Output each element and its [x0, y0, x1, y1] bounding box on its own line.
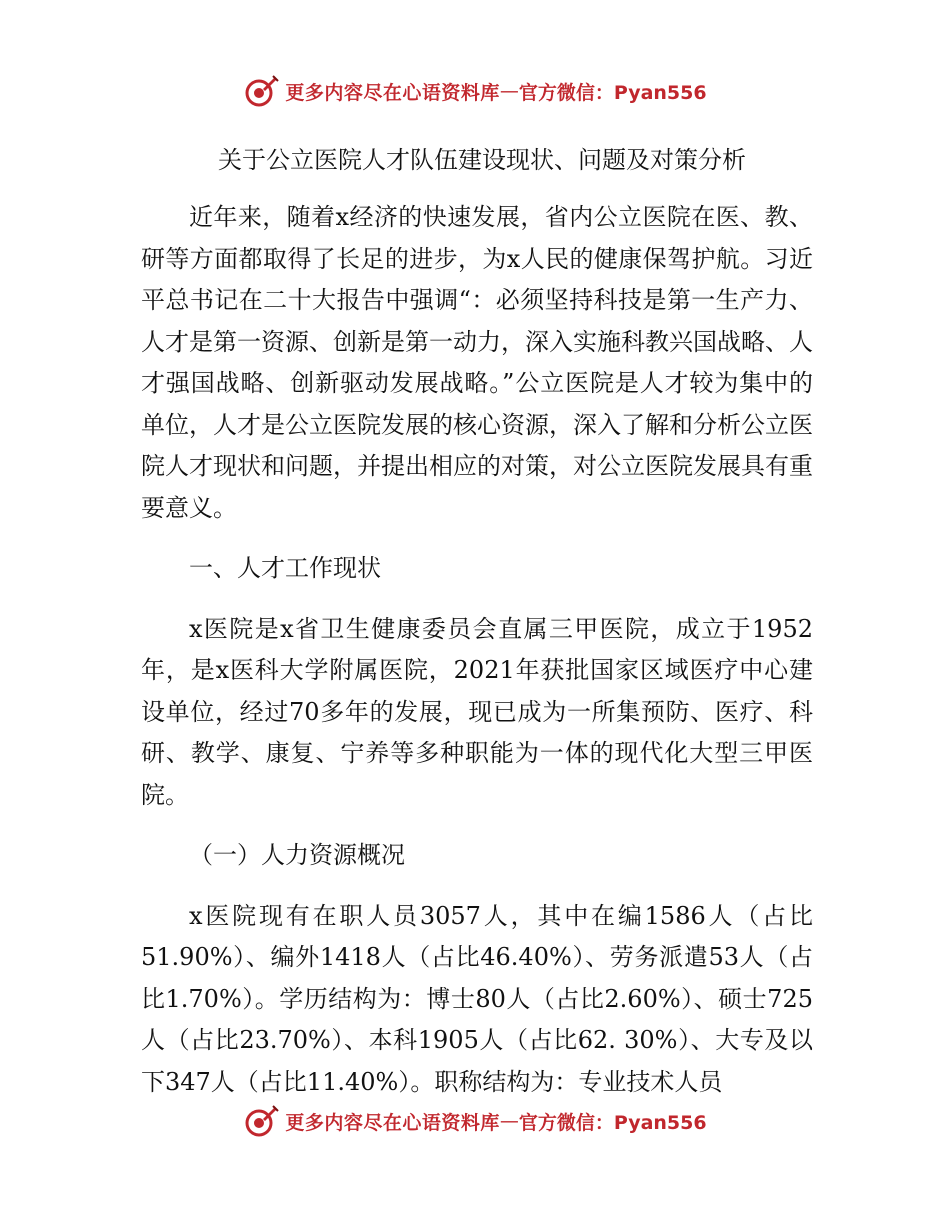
header-watermark-banner	[0, 68, 950, 114]
section-heading: 一、人才工作现状	[189, 554, 381, 582]
watermark-separator: —	[499, 1110, 519, 1132]
watermark-text: 更多内容尽在心语资料库	[285, 1111, 500, 1134]
pen-logo-icon	[243, 73, 279, 109]
watermark-tag: 官方微信：Pyan556	[518, 1111, 707, 1134]
watermark-separator: —	[499, 80, 519, 102]
subsection-paragraph: x医院现有在职人员3057人，其中在编1586人（占比51.90%）、编外1418人（占比46.40%）、劳务派遣53人（占比1.70%）。学历结构为：博士80人（占比2.60%）、硕士725人（占比23.70%）、本科1905人（占比62. 30%）、大专及以下347人（占比11.40%）。职称结构为：专业技术人员	[141, 901, 813, 1096]
footer-watermark-banner	[0, 1098, 950, 1144]
document-body	[141, 136, 813, 1122]
watermark-tag: 官方微信：Pyan556	[518, 81, 707, 104]
section-paragraph: x医院是x省卫生健康委员会直属三甲医院，成立于1952年，是x医科大学附属医院，2021年获批国家区域医疗中心建设单位，经过70多年的发展，现已成为一所集预防、医疗、科研、教学、康复、宁养等多种职能为一体的现代化大型三甲医院。	[141, 614, 813, 809]
subsection-heading: （一）人力资源概况	[189, 841, 405, 869]
watermark-text: 更多内容尽在心语资料库	[285, 81, 500, 104]
pen-logo-icon	[243, 1103, 279, 1139]
document-title: 关于公立医院人才队伍建设现状、问题及对策分析	[218, 146, 746, 174]
intro-paragraph: 近年来，随着x经济的快速发展，省内公立医院在医、教、研等方面都取得了长足的进步，为x人民的健康保驾护航。习近平总书记在二十大报告中强调“：必须坚持科技是第一生产力、人才是第一资源、创新是第一动力，深入实施科教兴国战略、人才强国战略、创新驱动发展战略。”公立医院是人才较为集中的单位，人才是公立医院发展的核心资源，深入了解和分析公立医院人才现状和问题，并提出相应的对策，对公立医院发展具有重要意义。	[141, 203, 813, 522]
